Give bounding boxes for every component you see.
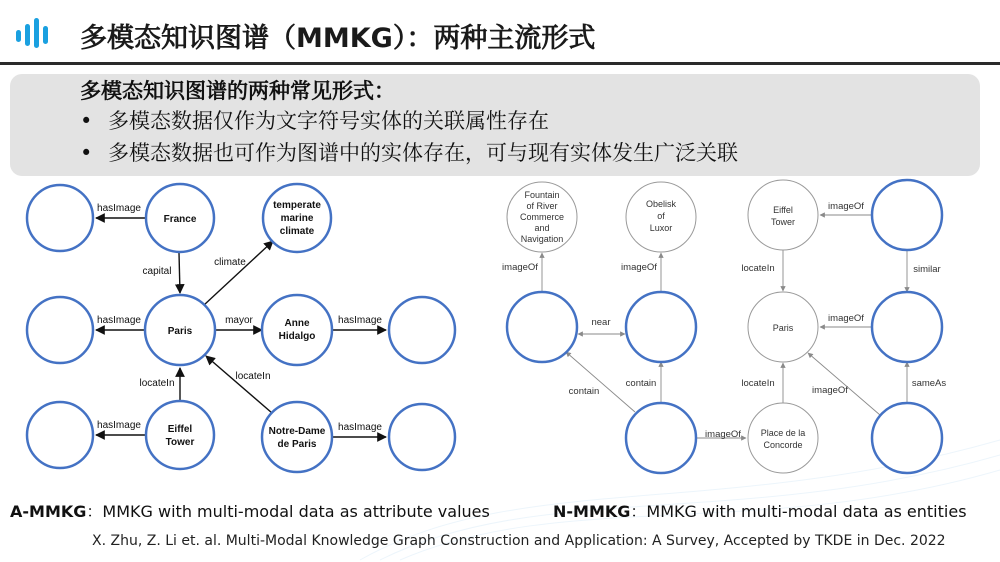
citation: X. Zhu, Z. Li et. al. Multi-Modal Knowledge Graph Construction and Application: A Survey, Accepted by TKDE in Dec. 2022 [92, 533, 946, 549]
edge-label: imageOf [828, 201, 864, 212]
node-eiffel-tower-n [748, 180, 818, 250]
node-fountain [507, 182, 577, 252]
svg-text:marine: marine [280, 213, 314, 224]
bullet-item: • 多模态数据也可作为图谱中的实体存在，可与现有实体发生广泛关联 [80, 141, 738, 165]
edge-arrow [566, 352, 635, 412]
svg-text:Navigation: Navigation [520, 234, 564, 244]
svg-text:France: France [163, 214, 197, 225]
node-paris [145, 295, 215, 365]
svg-text:Anne: Anne [284, 318, 310, 329]
a-mmkg-edges [96, 218, 386, 437]
slide-title: 多模态知识图谱（MMKG）：两种主流形式 [80, 23, 596, 54]
svg-text:Obelisk: Obelisk [645, 199, 677, 209]
portrait-image [389, 297, 455, 363]
svg-text:Fountain: Fountain [524, 190, 560, 200]
edge-arrow [206, 356, 272, 413]
edge-label: contain [625, 378, 657, 389]
notre-dame-image [389, 404, 455, 470]
node-notre-dame [262, 402, 332, 472]
french-flag-image [27, 185, 93, 251]
svg-text:Tower: Tower [770, 217, 796, 227]
node-anne-hidalgo [262, 295, 332, 365]
fountain-image [507, 292, 577, 362]
info-heading: 多模态知识图谱的两种常见形式： [80, 79, 395, 103]
edge-label: sameAs [911, 378, 947, 389]
obelisk-image [626, 292, 696, 362]
node-obelisk-of-luxor [626, 182, 696, 252]
node-temperate-marine-climate [263, 184, 331, 252]
caption-a-mmkg: A-MMKG：MMKG with multi-modal data as attribute values [10, 502, 490, 521]
eiffel-tower-sunset-image [872, 292, 942, 362]
edge-label: hasImage [97, 203, 141, 214]
edge-label: locateIn [741, 263, 775, 274]
edge-label: locateIn [741, 378, 775, 389]
bullet-item: • 多模态数据仅作为文字符号实体的关联属性存在 [80, 109, 549, 133]
edge-label: capital [142, 266, 172, 277]
edge-label: contain [568, 386, 600, 397]
svg-text:Hidalgo: Hidalgo [278, 331, 316, 342]
svg-text:Notre-Dame: Notre-Dame [268, 426, 326, 437]
svg-text:Concorde: Concorde [763, 440, 803, 450]
svg-text:Commerce: Commerce [519, 212, 565, 222]
edge-label: hasImage [338, 315, 382, 326]
edge-label: imageOf [502, 262, 538, 273]
svg-text:temperate: temperate [273, 200, 321, 211]
svg-text:Place de la: Place de la [760, 428, 806, 438]
edge-label: imageOf [705, 429, 741, 440]
eiffel-tower-day-image [872, 180, 942, 250]
svg-text:climate: climate [279, 226, 315, 237]
edge-label: locateIn [235, 371, 271, 382]
edge-label: imageOf [828, 313, 864, 324]
edge-label: hasImage [97, 420, 141, 431]
svg-text:of: of [657, 211, 665, 221]
arc-de-triomphe-image [27, 297, 93, 363]
node-paris-n [748, 292, 818, 362]
edge-label: similar [913, 264, 941, 275]
edge-label: imageOf [812, 385, 848, 396]
edge-label: climate [214, 257, 246, 268]
edge-label: mayor [225, 315, 253, 326]
edge-arrow [808, 353, 880, 415]
arc-street-image [872, 403, 942, 473]
a-mmkg-edge-labels [97, 203, 382, 433]
edge-label: hasImage [338, 422, 382, 433]
svg-text:of River: of River [526, 201, 558, 211]
node-eiffel-tower [146, 401, 214, 469]
svg-text:Eiffel: Eiffel [773, 205, 793, 215]
edge-arrow [179, 253, 180, 293]
svg-text:de Paris: de Paris [277, 439, 317, 450]
svg-text:Paris: Paris [772, 323, 794, 333]
edge-arrow [204, 241, 273, 305]
svg-text:Eiffel: Eiffel [167, 424, 193, 435]
edge-label: hasImage [97, 315, 141, 326]
svg-text:Luxor: Luxor [649, 223, 673, 233]
eiffel-tower-image [27, 402, 93, 468]
edge-label: near [591, 317, 611, 328]
node-france [146, 184, 214, 252]
concorde-square-image [626, 403, 696, 473]
svg-text:Tower: Tower [165, 437, 195, 448]
caption-n-mmkg: N-MMKG：MMKG with multi-modal data as entities [553, 502, 967, 521]
svg-text:and: and [534, 223, 550, 233]
svg-text:Paris: Paris [167, 326, 193, 337]
node-place-de-la-concorde [748, 403, 818, 473]
edge-label: imageOf [621, 262, 657, 273]
edge-label: locateIn [139, 378, 175, 389]
